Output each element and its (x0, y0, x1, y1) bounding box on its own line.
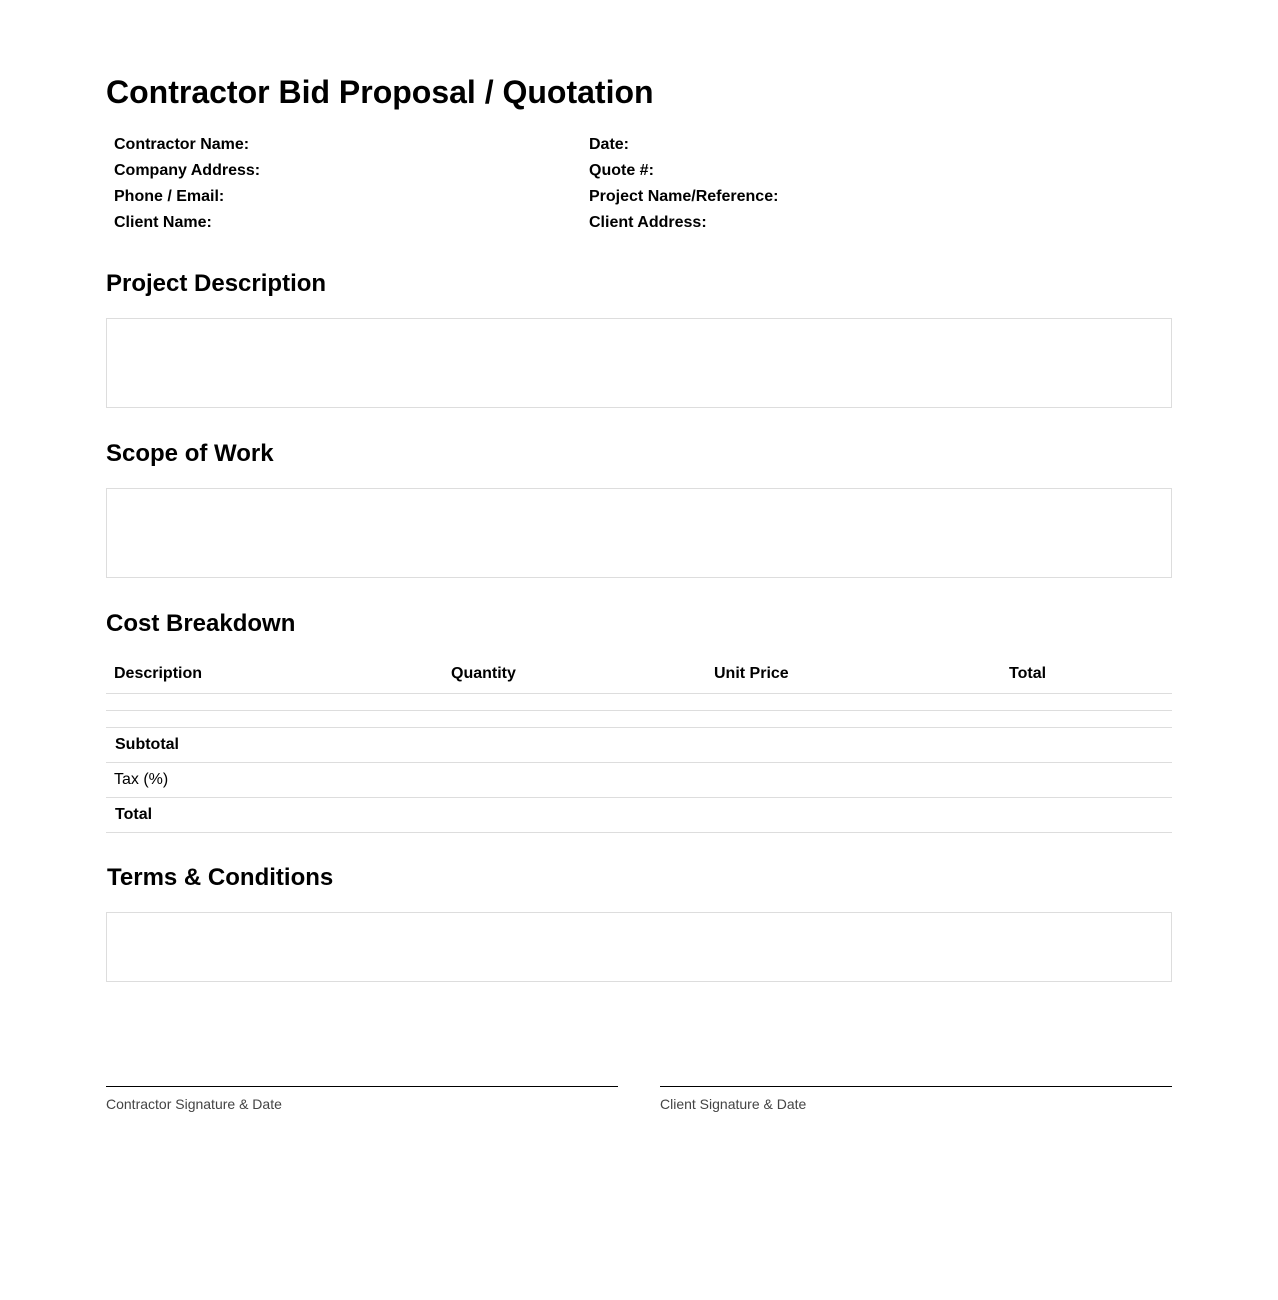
contractor-signature-line[interactable] (106, 1086, 618, 1112)
client-signature-line[interactable] (660, 1086, 1172, 1112)
project-description-heading: Project Description (106, 270, 327, 297)
col-description: Description (106, 655, 443, 693)
col-total: Total (1001, 655, 1172, 693)
subtotal-label: Subtotal (106, 727, 1001, 762)
table-header-row (106, 655, 1172, 693)
date-label: Date: (589, 136, 630, 153)
page-title: Contractor Bid Proposal / Quotation (106, 74, 654, 110)
scope-of-work-heading: Scope of Work (106, 440, 274, 467)
col-quantity: Quantity (443, 655, 706, 693)
col-unit-price: Unit Price (706, 655, 1001, 693)
total-row (106, 797, 1172, 832)
phone-email-label: Phone / Email: (114, 188, 225, 205)
total-label: Total (106, 797, 1001, 832)
table-row[interactable] (106, 710, 1172, 727)
subtotal-row (106, 727, 1172, 762)
scope-of-work-box[interactable] (106, 488, 1172, 578)
contractor-signature-label: Contractor Signature & Date (106, 1096, 282, 1112)
terms-box[interactable] (106, 912, 1172, 982)
cost-breakdown-heading: Cost Breakdown (106, 610, 296, 637)
quote-number-label: Quote #: (589, 162, 654, 179)
client-address-label: Client Address: (589, 214, 707, 231)
tax-row (106, 762, 1172, 797)
client-name-label: Client Name: (114, 214, 212, 231)
project-name-label: Project Name/Reference: (589, 188, 779, 205)
client-signature-label: Client Signature & Date (660, 1096, 807, 1112)
project-description-box[interactable] (106, 318, 1172, 408)
contractor-name-label: Contractor Name: (114, 136, 250, 153)
cost-breakdown-table (106, 655, 1172, 833)
terms-heading: Terms & Conditions (107, 864, 334, 891)
tax-label: Tax (%) (106, 762, 1001, 797)
company-address-label: Company Address: (114, 162, 261, 179)
table-row[interactable] (106, 693, 1172, 710)
